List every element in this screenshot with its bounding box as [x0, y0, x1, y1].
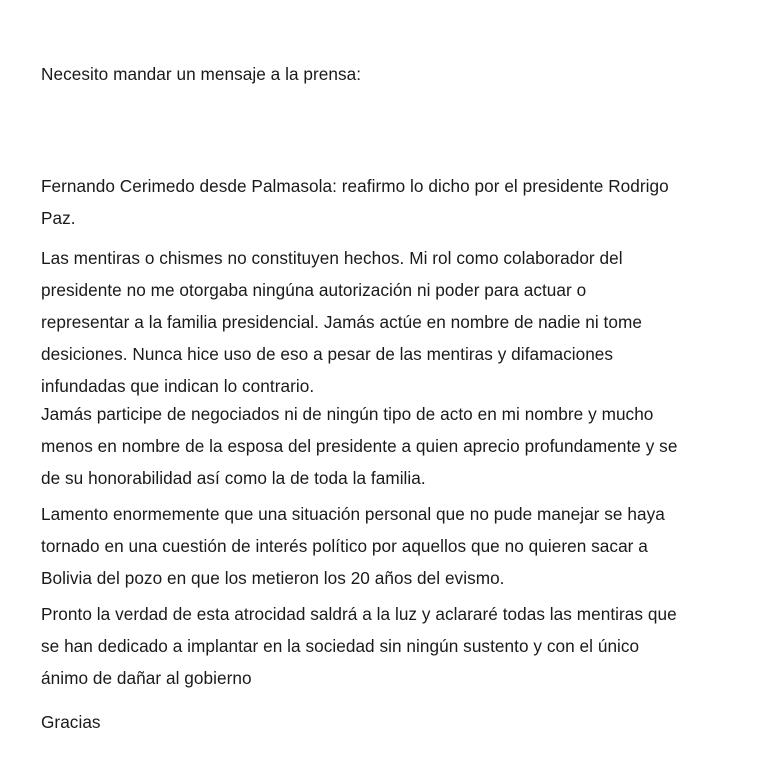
paragraph-2 — [41, 242, 741, 402]
text-line: se han dedicado a implantar en la sociedad sin ningún sustento y con el único — [41, 636, 640, 656]
text-line: infundadas que indican lo contrario. — [41, 376, 315, 396]
text-line: presidente no me otorgaba ningúna autorización ni poder para actuar o — [41, 280, 587, 300]
text-line: Lamento enormemente que una situación personal que no pude manejar se haya — [41, 504, 665, 524]
text-line: Necesito mandar un mensaje a la prensa: — [41, 64, 362, 84]
text-line: Las mentiras o chismes no constituyen hechos. Mi rol como colaborador del — [41, 248, 623, 268]
paragraph-4 — [41, 498, 741, 594]
text-line: desiciones. Nunca hice uso de eso a pesar de las mentiras y difamaciones — [41, 344, 614, 364]
closing-line — [41, 706, 741, 738]
text-line: Gracias — [41, 712, 101, 732]
paragraph-3 — [41, 398, 741, 494]
text-line: Bolivia del pozo en que los metieron los 20 años del evismo. — [41, 568, 505, 588]
text-line: tornado en una cuestión de interés político por aquellos que no quieren sacar a — [41, 536, 648, 556]
text-line: Pronto la verdad de esta atrocidad saldrá a la luz y aclararé todas las mentiras que — [41, 604, 677, 624]
greeting-line — [41, 58, 741, 90]
text-line: ánimo de dañar al gobierno — [41, 668, 252, 688]
text-line: menos en nombre de la esposa del presidente a quien aprecio profundamente y se — [41, 436, 678, 456]
text-line: Jamás participe de negociados ni de ningún tipo de acto en mi nombre y mucho — [41, 404, 654, 424]
text-line: Paz. — [41, 208, 76, 228]
text-line: de su honorabilidad así como la de toda la familia. — [41, 468, 426, 488]
text-line: Fernando Cerimedo desde Palmasola: reafirmo lo dicho por el presidente Rodrigo — [41, 176, 669, 196]
paragraph-1 — [41, 170, 741, 234]
paragraph-5 — [41, 598, 741, 694]
text-line: representar a la familia presidencial. Jamás actúe en nombre de nadie ni tome — [41, 312, 642, 332]
